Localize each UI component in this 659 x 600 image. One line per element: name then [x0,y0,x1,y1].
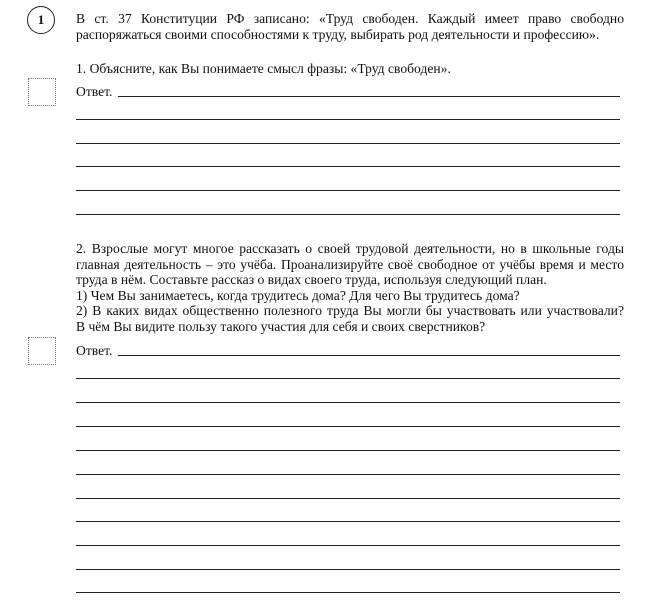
answer-label-question-1: Ответ. [76,84,113,99]
question-2-text [76,241,624,334]
answer-line[interactable] [76,402,620,403]
answer-line[interactable] [76,474,620,475]
answer-line[interactable] [76,426,620,427]
question-2-line: 2) В каких видах общественно полезного труда Вы могли бы участвовать или участвовали? [76,303,624,318]
question-2-line: главная деятельность – это учёба. Проанализируйте своё свободное от учёбы время и место [76,256,624,272]
question-1-text: 1. Объясните, как Вы понимаете смысл фразы: «Труд свободен». [76,61,451,76]
answer-line[interactable] [76,592,620,593]
answer-line[interactable] [76,378,620,379]
question-2-line: В чём Вы видите пользу такого участия для себя и своих сверстников? [76,318,486,334]
answer-line[interactable] [76,166,620,167]
task-intro-text: В ст. 37 Конституции РФ записано: «Труд свободен. Каждый имеет право свободно распоряжаться своими способностями к труду, выбирать род деятельности и профессию». [76,11,624,42]
question-2-line: 1) Чем Вы занимаетесь, когда трудитесь дома? Для чего Вы трудитесь дома? [76,287,520,303]
answer-line[interactable] [76,190,620,191]
score-box-question-2[interactable] [28,337,56,365]
answer-line[interactable] [76,545,620,546]
answer-line[interactable] [76,143,620,144]
answer-line[interactable] [118,96,620,97]
question-2-line: труда в нём. Составьте рассказ о видах своего труда, используя следующий план. [76,272,547,287]
answer-line[interactable] [76,214,620,215]
answer-line[interactable] [76,521,620,522]
task-number-badge: 1 [27,6,55,34]
answer-line[interactable] [118,355,620,356]
answer-line[interactable] [76,119,620,120]
question-2-line: 2. Взрослые могут многое рассказать о своей трудовой деятельности, но в школьные годы [76,241,624,256]
score-box-question-1[interactable] [28,78,56,106]
answer-label-question-2: Ответ. [76,343,113,358]
answer-line[interactable] [76,569,620,570]
answer-line[interactable] [76,498,620,499]
answer-line[interactable] [76,450,620,451]
